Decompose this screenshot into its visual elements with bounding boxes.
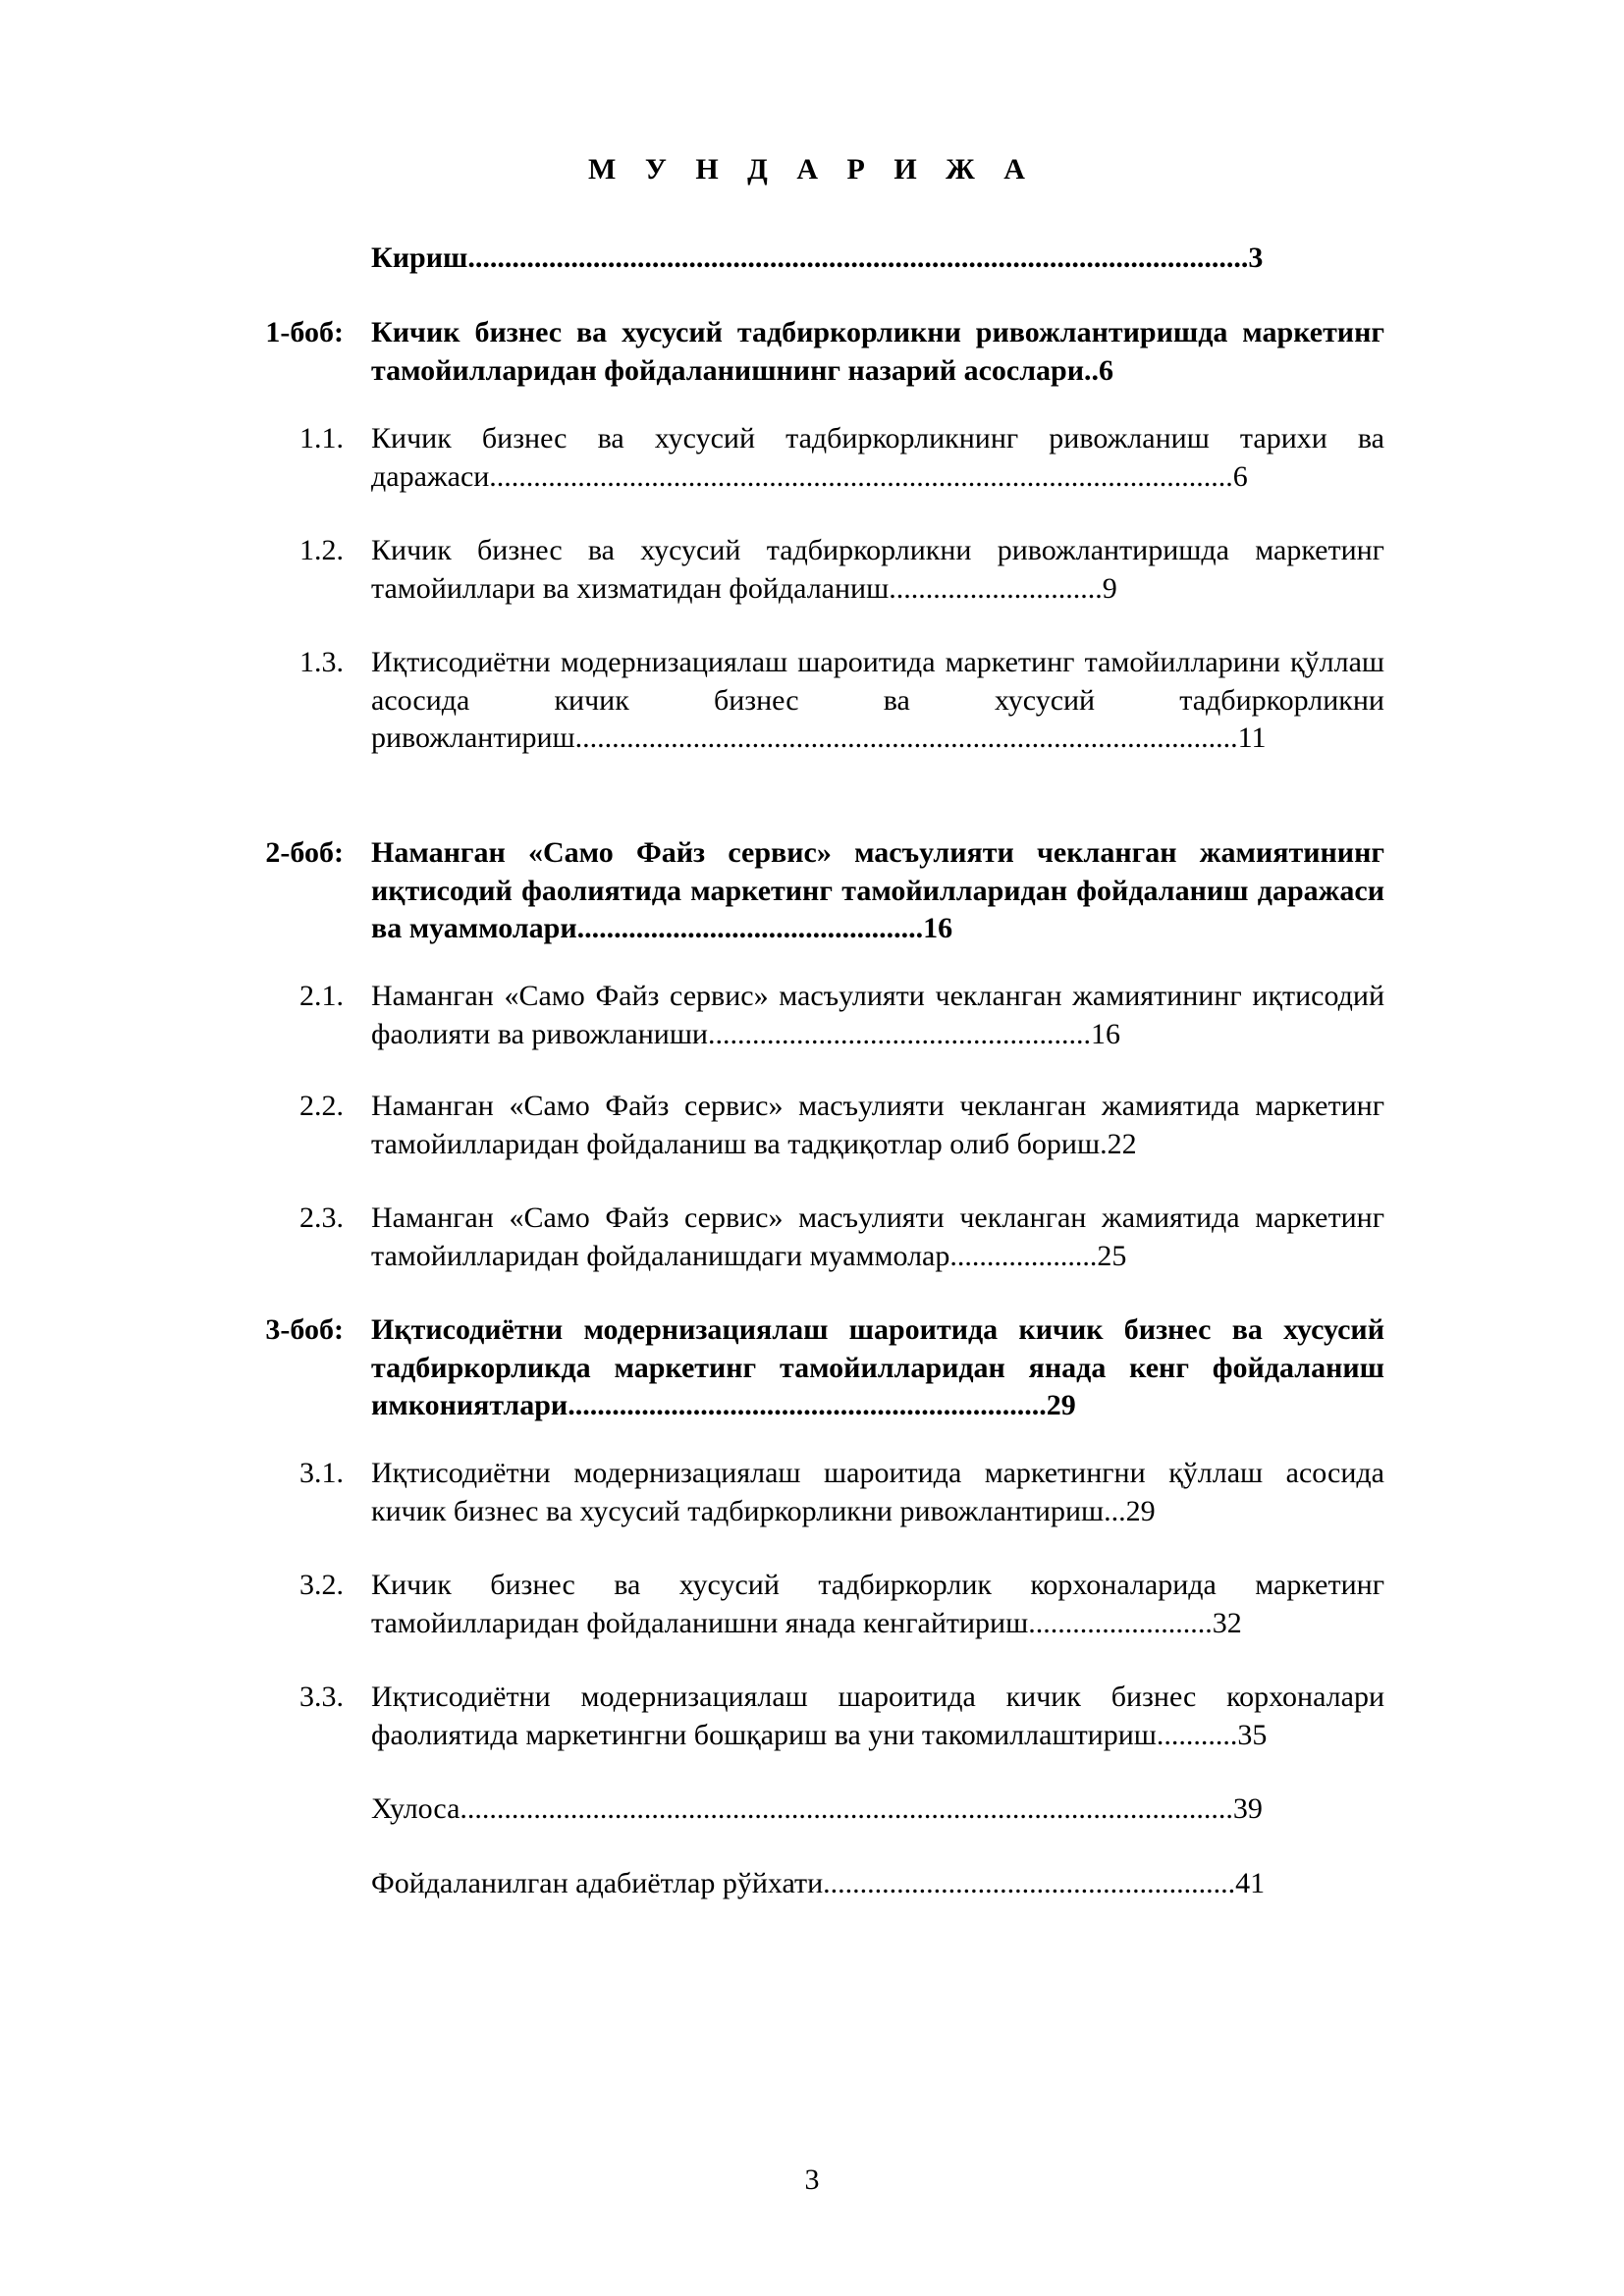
toc-entry-number: 1-боб: xyxy=(265,316,344,348)
toc-entry-number: 3.3. xyxy=(299,1681,344,1713)
toc-entry-text: Кичик бизнес ва хусусий тадбиркорликнинг ривожланиш тарихи ва даражаси.....................................................................................................6 xyxy=(371,422,1384,493)
toc-entry-text: Иқтисодиётни модернизациялаш шароитида маркетингни қўллаш асосида кичик бизнес ва хусусий тадбиркорликни ривожлантириш...29 xyxy=(371,1457,1384,1527)
toc-entry-number: 2.3. xyxy=(299,1201,344,1234)
toc-entry-text: Наманган «Само Файз сервис» масъулияти чекланган жамиятининг иқтисодий фаолияти ва ривожланиши....................................................16 xyxy=(371,980,1384,1050)
toc-entry-number: 3-боб: xyxy=(265,1313,344,1346)
toc-entry-number: 2.2. xyxy=(299,1090,344,1122)
toc-entry-text: Наманган «Само Файз сервис» масъулияти чекланган жамиятида маркетинг тамойилларидан фойдаланиш ва тадқиқотлар олиб бориш.22 xyxy=(371,1090,1384,1160)
toc-entry-number: 2-боб: xyxy=(265,836,344,869)
toc-entry-text: Иқтисодиётни модернизациялаш шароитида кичик бизнес ва хусусий тадбиркорликда маркетинг тамойилларидан янада кенг фойдаланиш имкониятлари.................................................................29 xyxy=(371,1313,1384,1421)
toc-entry-text: Кичик бизнес ва хусусий тадбиркорлик корхоналарида маркетинг тамойилларидан фойдаланишни янада кенгайтириш.........................32 xyxy=(371,1569,1384,1639)
toc-entry-text: Хулоса.........................................................................................................39 xyxy=(371,1792,1263,1825)
toc-entry-number: 2.1. xyxy=(299,980,344,1012)
toc-entry-text: Иқтисодиётни модернизациялаш шароитида кичик бизнес корхоналари фаолиятида маркетингни бошқариш ва уни такомиллаштириш...........35 xyxy=(371,1681,1384,1751)
toc-entry-text: Наманган «Само Файз сервис» масъулияти чекланган жамиятида маркетинг тамойилларидан фойдаланишдаги муаммолар....................25 xyxy=(371,1201,1384,1272)
toc-entry-text: Наманган «Само Файз сервис» масъулияти чекланган жамиятининг иқтисодий фаолиятида маркетинг тамойилларидан фойдаланиш даражаси ва муаммолари...............................................16 xyxy=(371,836,1384,944)
toc-entry-number: 3.2. xyxy=(299,1569,344,1601)
toc-entry-text: Кичик бизнес ва хусусий тадбиркорликни ривожлантиришда маркетинг тамойилларидан фойдаланишнинг назарий асослари..6 xyxy=(371,316,1384,387)
toc-entry-text: Фойдаланилган адабиётлар рўйхати........................................................41 xyxy=(371,1867,1266,1899)
page-number: 3 xyxy=(804,2163,820,2196)
toc-entry-text: Иқтисодиётни модернизациялаш шароитида маркетинг тамойилларини қўллаш асосида кичик бизнес ва хусусий тадбиркорликни ривожлантириш..........................................................................................11 xyxy=(371,646,1384,754)
toc-entry-number: 1.2. xyxy=(299,534,344,566)
toc-entry-number: 1.1. xyxy=(299,422,344,454)
toc-entry-text: Кичик бизнес ва хусусий тадбиркорликни ривожлантиришда маркетинг тамойиллари ва хизматидан фойдаланиш.............................9 xyxy=(371,534,1384,605)
toc-entry-text: Кириш..........................................................................................................3 xyxy=(371,241,1264,274)
toc-entry-number: 3.1. xyxy=(299,1457,344,1489)
toc-entry-number: 1.3. xyxy=(299,646,344,678)
page-title: М У Н Д А Р И Ж А xyxy=(588,153,1036,186)
